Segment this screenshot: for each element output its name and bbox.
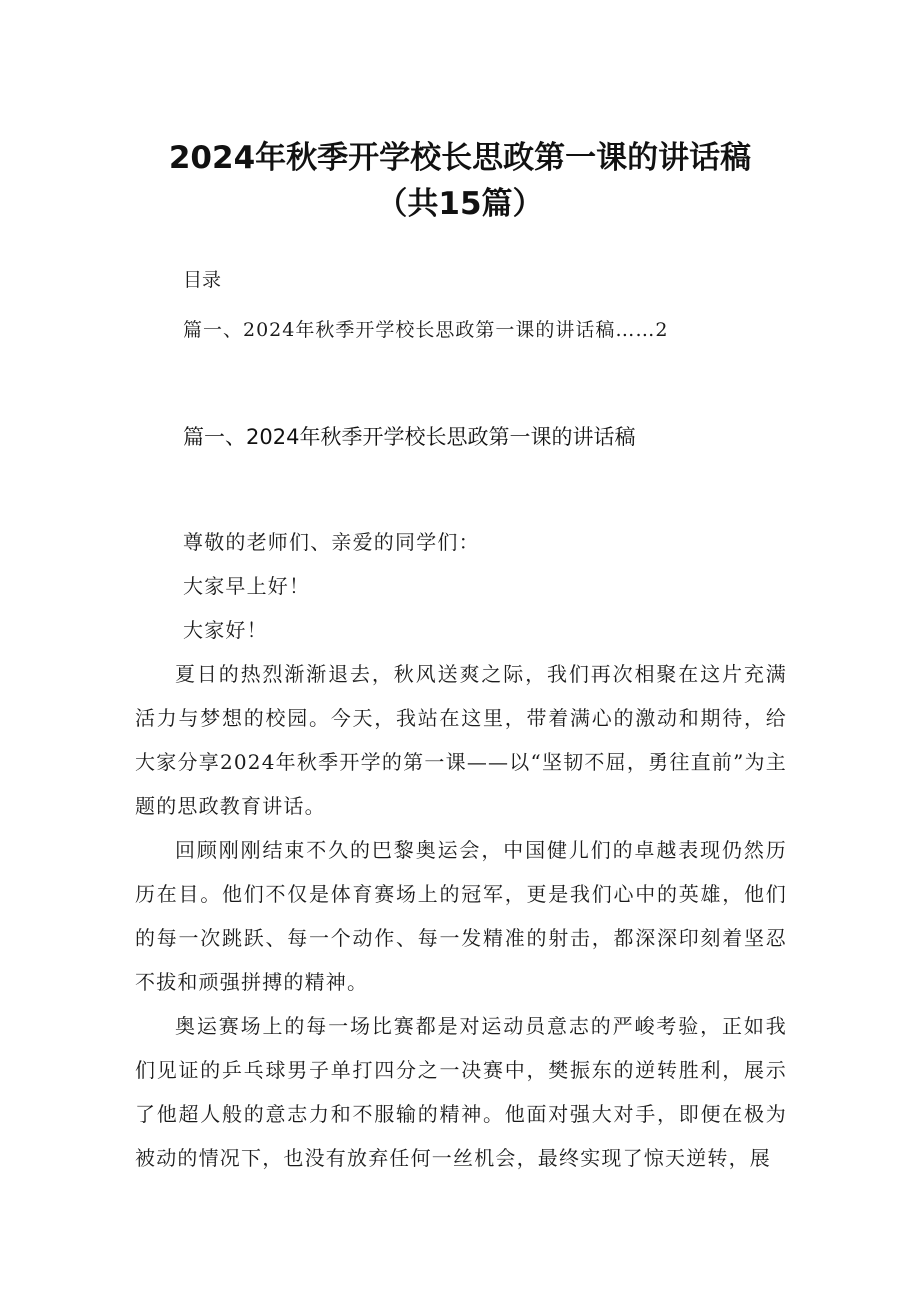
document-title-count: （共15篇） <box>376 186 544 222</box>
greeting: 大家好！ <box>183 618 268 642</box>
body-paragraph: 夏日的热烈渐渐退去，秋风送爽之际，我们再次相聚在这片充满活力与梦想的校园。今天，我站在这里，带着满心的激动和期待，给大家分享2024年秋季开学的第一课——以“坚韧不屈，勇往直前”为主题的思政教育讲话。 <box>135 662 787 818</box>
body-paragraph: 回顾刚刚结束不久的巴黎奥运会，中国健儿们的卓越表现仍然历历在目。他们不仅是体育赛场上的冠军，更是我们心中的英雄，他们的每一次跳跃、每一个动作、每一发精准的射击，都深深印刻着坚忍不拔和顽强拼搏的精神。 <box>135 838 787 994</box>
toc-entry: 篇一、2024年秋季开学校长思政第一课的讲话稿……2 <box>183 319 669 341</box>
toc-label: 目录 <box>183 269 222 291</box>
salutation: 尊敬的老师们、亲爱的同学们： <box>183 530 480 554</box>
document-body <box>135 520 787 1180</box>
section-heading: 篇一、2024年秋季开学校长思政第一课的讲话稿 <box>183 425 636 449</box>
greeting-morning: 大家早上好！ <box>183 574 311 598</box>
body-paragraph: 奥运赛场上的每一场比赛都是对运动员意志的严峻考验，正如我们见证的乒乓球男子单打四分之一决赛中，樊振东的逆转胜利，展示了他超人般的意志力和不服输的精神。他面对强大对手，即便在极为被动的情况下，也没有放弃任何一丝机会，最终实现了惊天逆转，展 <box>135 1014 787 1170</box>
document-title: 2024年秋季开学校长思政第一课的讲话稿 <box>168 140 752 176</box>
